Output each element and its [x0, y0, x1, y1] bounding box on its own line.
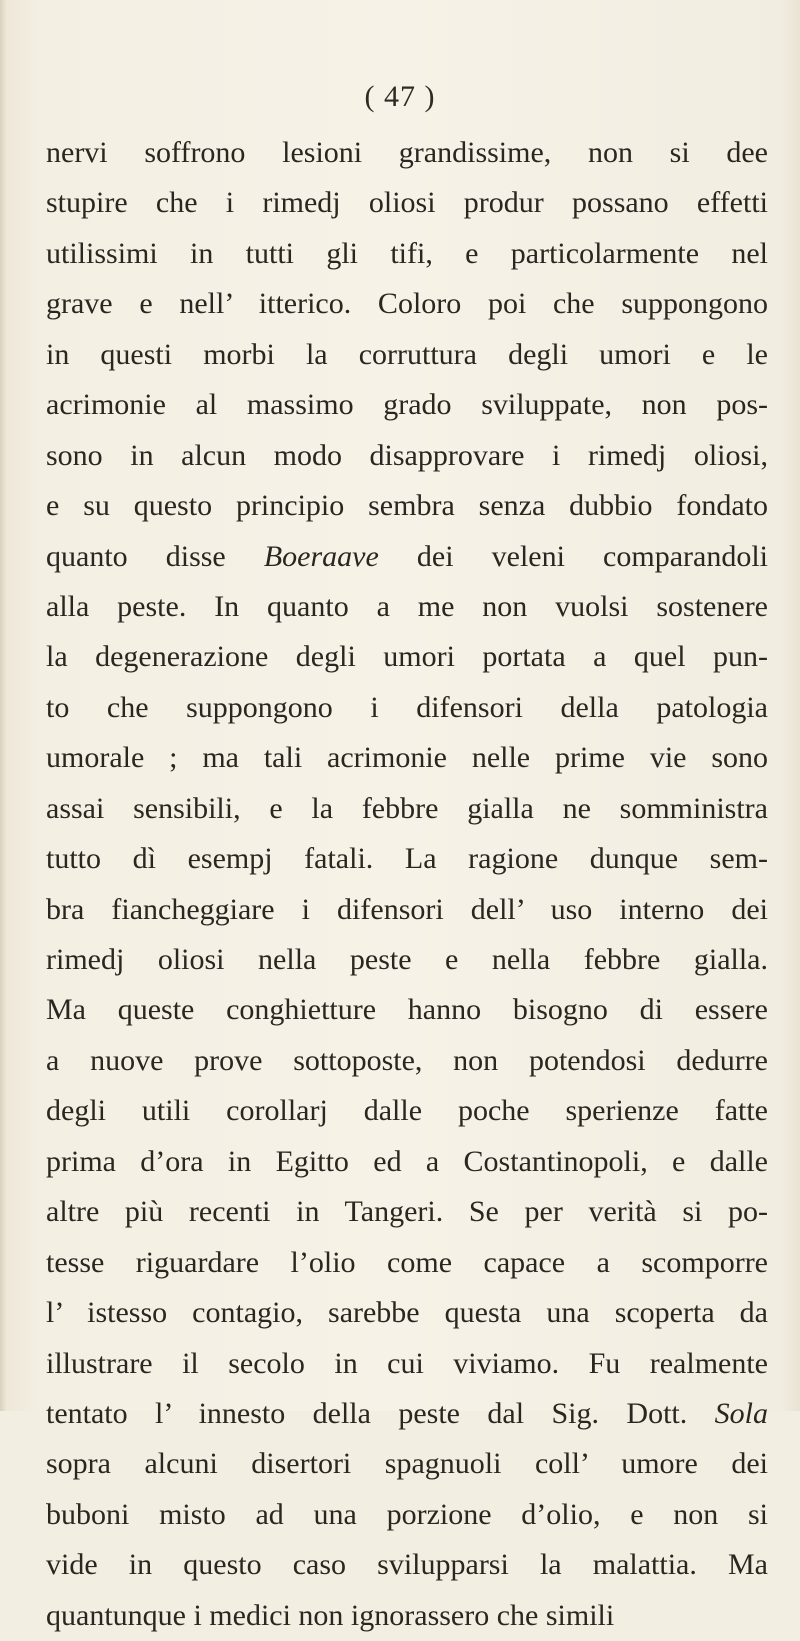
text-line: la degenerazione degli umori portata a quel pun- [46, 640, 768, 674]
text-line: to che suppongono i difensori della patologia [46, 690, 768, 724]
left-margin-shadow [0, 0, 6, 1411]
text-line: degli utili corollarj dalle poche sperienze fatte [46, 1094, 768, 1128]
text-line: assai sensibili, e la febbre gialla ne somministra [46, 791, 768, 825]
text-line [46, 1389, 768, 1439]
text-line: sono in alcun modo disapprovare i rimedj oliosi, [46, 438, 768, 472]
italic-name: Sola [714, 1396, 768, 1430]
text-line: tutto dì esempj fatali. La ragione dunque sem- [46, 842, 768, 876]
text-line: l’ istesso contagio, sarebbe questa una scoperta da [46, 1296, 768, 1330]
text-line: vide in questo caso svilupparsi la malattia. Ma [46, 1548, 768, 1582]
text-line: stupire che i rimedj oliosi produr possano effetti [46, 186, 768, 220]
text-line: rimedj oliosi nella peste e nella febbre gialla. [46, 943, 768, 976]
text-line: Ma queste conghietture hanno bisogno di essere [46, 993, 768, 1027]
text-line: altre più recenti in Tangeri. Se per verità si po- [46, 1195, 768, 1229]
text-line: sopra alcuni disertori spagnuoli coll’ umore dei [46, 1447, 768, 1481]
page-number: ( 47 ) [364, 80, 436, 113]
text-line: bra fiancheggiare i difensori dell’ uso interno dei [46, 892, 768, 926]
text-line: prima d’ora in Egitto ed a Costantinopoli, e dalle [46, 1144, 768, 1178]
text-segment: quanto disse [46, 539, 264, 573]
text-segment: dei veleni comparandoli [378, 539, 768, 573]
text-line [46, 532, 768, 582]
text-line: acrimonie al massimo grado sviluppate, non pos- [46, 388, 768, 422]
text-line: grave e nell’ itterico. Coloro poi che suppongono [46, 287, 768, 321]
body-text [46, 128, 768, 1641]
text-line: in questi morbi la corruttura degli umori e le [46, 337, 768, 371]
text-line: illustrare il secolo in cui viviamo. Fu realmente [46, 1346, 768, 1380]
text-line: a nuove prove sottoposte, non potendosi dedurre [46, 1043, 768, 1077]
text-line: buboni misto ad una porzione d’olio, e non si [46, 1497, 768, 1531]
italic-name: Boeraave [263, 539, 379, 573]
text-line: tesse riguardare l’olio come capace a scomporre [46, 1245, 768, 1279]
text-line: umorale ; ma tali acrimonie nelle prime vie sono [46, 741, 768, 775]
text-line: utilissimi in tutti gli tifi, e particolarmente nel [46, 236, 768, 270]
text-line: quantunque i medici non ignorassero che simili [46, 1598, 615, 1632]
text-segment: tentato l’ innesto della peste dal Sig. Dott. [46, 1396, 715, 1430]
text-line: nervi soffrono lesioni grandissime, non si dee [46, 136, 768, 169]
text-line: e su questo principio sembra senza dubbio fondato [46, 489, 768, 523]
text-line: alla peste. In quanto a me non vuolsi sostenere [46, 589, 768, 623]
